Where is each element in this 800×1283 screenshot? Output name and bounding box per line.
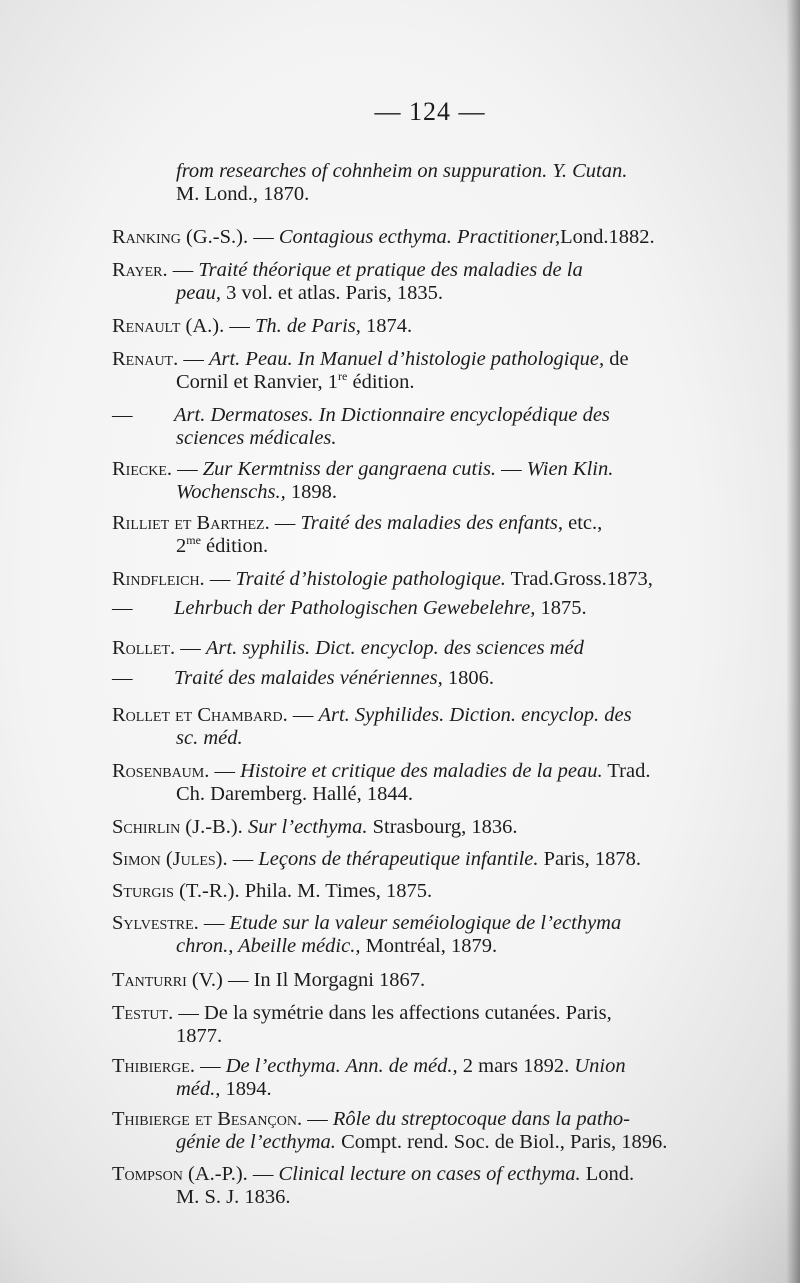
entry-title-cont: peau,	[176, 282, 221, 304]
entry-detail: Ch. Daremberg. Hallé, 1844.	[176, 783, 414, 805]
entry-detail: 2	[176, 535, 187, 557]
bib-entry	[112, 969, 760, 992]
entry-author: Rollet et Chambard.	[112, 704, 288, 726]
entry-title: Histoire et critique des maladies de la peau.	[240, 760, 603, 782]
entry-separator: —	[269, 512, 301, 534]
entry-separator: —	[204, 568, 236, 590]
entry-superscript: re	[338, 369, 348, 384]
entry-author: Rilliet et Barthez.	[112, 512, 270, 534]
entry-separator: —	[248, 226, 279, 248]
entry-title: Union	[574, 1055, 626, 1077]
entry-detail: Paris, 1878.	[538, 848, 641, 870]
entry-detail: Montréal, 1879.	[360, 935, 498, 957]
entry-separator: —	[175, 637, 206, 659]
entry-title: Art. Dermatoses. In Dictionnaire encyclopédique des	[174, 404, 610, 426]
entry-author: Sylvestre.	[112, 912, 199, 934]
bib-entry	[112, 404, 760, 450]
entry-title: Lehrbuch der Pathologischen Gewebelehre,	[174, 597, 536, 619]
bib-entry	[112, 458, 760, 504]
bib-entry	[112, 848, 760, 871]
bib-entry	[112, 704, 760, 750]
entry-author: Schirlin (J.-B.).	[112, 816, 243, 838]
entry-title: De l’ecthyma. Ann. de méd.,	[225, 1055, 458, 1077]
entry-detail: M. S. J. 1836.	[176, 1186, 291, 1208]
entry-separator: —	[302, 1108, 333, 1130]
entry-title: Rôle du streptocoque dans la patho-	[332, 1108, 630, 1130]
entry-title: Art. Peau. In Manuel d’histologie pathologique,	[208, 348, 605, 370]
bib-entry	[112, 512, 760, 558]
entry-separator: —	[194, 1055, 226, 1077]
entry-detail: Trad.	[602, 760, 651, 782]
bib-entry	[112, 880, 760, 903]
entry-separator: —	[178, 348, 209, 370]
entry-author: Tompson (A.-P.).	[112, 1163, 248, 1185]
entry-separator: —	[209, 760, 241, 782]
entry-dash: —	[112, 597, 133, 619]
entry-title-cont: chron., Abeille médic.,	[176, 935, 361, 957]
entry-author: Ranking (G.-S.).	[112, 226, 249, 248]
bib-entry	[112, 315, 760, 338]
bib-entry	[112, 1108, 760, 1154]
entry-detail: de	[604, 348, 629, 370]
entry-detail: édition.	[347, 371, 415, 393]
bib-entry	[112, 259, 760, 305]
entry-author: Rosenbaum.	[112, 760, 210, 782]
entry-author: Thibierge.	[112, 1055, 195, 1077]
entry-author: Testut.	[112, 1002, 174, 1024]
entry-title: Art. syphilis. Dict. encyclop. des sciences méd	[205, 637, 584, 659]
bib-entry	[112, 912, 760, 958]
entry-title: Th. de Paris,	[254, 315, 361, 337]
entry-detail: 1874.	[360, 315, 413, 337]
bib-entry	[112, 760, 760, 806]
bib-entry	[112, 1002, 760, 1048]
entry-title-cont: Wochenschs.,	[176, 481, 286, 503]
entry-detail: —	[496, 458, 527, 480]
entry-line: from researches of cohnheim on suppuration. Y. Cutan.	[176, 160, 628, 182]
entry-detail: Strasbourg, 1836.	[367, 816, 518, 838]
entry-author: Simon (Jules).	[112, 848, 228, 870]
entry-detail: Lond.	[580, 1163, 635, 1185]
entry-author: Rollet.	[112, 637, 176, 659]
page-edge-shadow	[786, 0, 800, 1283]
entry-line: M. Lond., 1870.	[176, 183, 310, 205]
entry-author: Riecke.	[112, 458, 173, 480]
entry-detail: Trad.Gross.1873,	[505, 568, 653, 590]
entry-separator: —	[227, 848, 259, 870]
entry-detail: édition.	[200, 535, 269, 557]
entry-detail: 1875.	[535, 597, 587, 619]
bib-entry	[112, 568, 760, 591]
entry-detail: Phila. M. Times, 1875.	[244, 880, 433, 902]
entry-author: Renault (A.).	[112, 315, 225, 337]
bib-entry	[112, 816, 760, 839]
entry-superscript: me	[186, 533, 201, 548]
entry-separator: —	[222, 969, 254, 991]
entry-title: Zur Kermtniss der gangraena cutis.	[202, 458, 497, 480]
entry-dash: —	[112, 667, 133, 689]
entry-detail: 1898.	[285, 481, 337, 503]
entry-separator: —	[172, 458, 203, 480]
bib-entry	[112, 226, 760, 249]
entry-title-cont: sciences médicales.	[176, 427, 337, 449]
bib-entry	[112, 1055, 760, 1101]
entry-detail: 3 vol. et atlas. Paris, 1835.	[220, 282, 444, 304]
entry-title: Etude sur la valeur seméiologique de l’ecthyma	[229, 912, 622, 934]
entry-dash: —	[112, 404, 133, 426]
entry-title: Traité des maladies des enfants,	[300, 512, 563, 534]
entry-separator: —	[173, 1002, 204, 1024]
bib-entry	[112, 597, 760, 620]
entry-separator: —	[224, 315, 255, 337]
entry-title: Contagious ecthyma. Practitioner,	[278, 226, 561, 248]
entry-separator: —	[247, 1163, 279, 1185]
entry-detail: 1894.	[220, 1078, 272, 1100]
entry-title-cont: génie de l’ecthyma.	[176, 1131, 336, 1153]
entry-detail: 2 mars 1892.	[457, 1055, 575, 1077]
entry-title: Sur l’ecthyma.	[247, 816, 368, 838]
entry-author: Rayer.	[112, 259, 168, 281]
entry-title: Traité des malaides vénériennes,	[174, 667, 443, 689]
bib-entry	[112, 667, 760, 690]
entry-author: Tanturri (V.)	[112, 969, 223, 991]
entry-title-cont: sc. méd.	[176, 727, 243, 749]
entry-title: Leçons de thérapeutique infantile.	[258, 848, 539, 870]
entry-title: Clinical lecture on cases of ecthyma.	[278, 1163, 581, 1185]
bib-entry	[112, 1163, 760, 1209]
bib-entry	[112, 637, 760, 660]
entry-detail: In Il Morgagni 1867.	[253, 969, 426, 991]
entry-detail: Lond.1882.	[560, 226, 655, 248]
entry-separator: —	[287, 704, 319, 726]
entry-detail: 1877.	[176, 1025, 223, 1047]
page-number: — 124 —	[374, 97, 486, 126]
entry-title: Traité d’histologie pathologique.	[235, 568, 506, 590]
entry-detail: etc.,	[563, 512, 603, 534]
entry-title-cont: méd.,	[176, 1078, 221, 1100]
entry-detail: Cornil et Ranvier, 1	[176, 371, 339, 393]
entry-title: Traité théorique et pratique des maladies de la	[198, 259, 583, 281]
entry-author: Rindfleich.	[112, 568, 205, 590]
entry-detail: Compt. rend. Soc. de Biol., Paris, 1896.	[335, 1131, 668, 1153]
entry-author: Sturgis (T.-R.).	[112, 880, 240, 902]
entry-title: Art. Syphilides. Diction. encyclop. des	[318, 704, 632, 726]
entry-separator: —	[167, 259, 199, 281]
entry-detail: 1806.	[442, 667, 494, 689]
bib-entry	[112, 348, 760, 394]
bib-entry	[112, 160, 760, 206]
entry-author: Thibierge et Besançon.	[112, 1108, 303, 1130]
entry-title: Wien Klin.	[526, 458, 614, 480]
entry-separator: —	[198, 912, 230, 934]
entry-author: Renaut.	[112, 348, 179, 370]
entry-detail: De la symétrie dans les affections cutanées. Paris,	[203, 1002, 612, 1024]
